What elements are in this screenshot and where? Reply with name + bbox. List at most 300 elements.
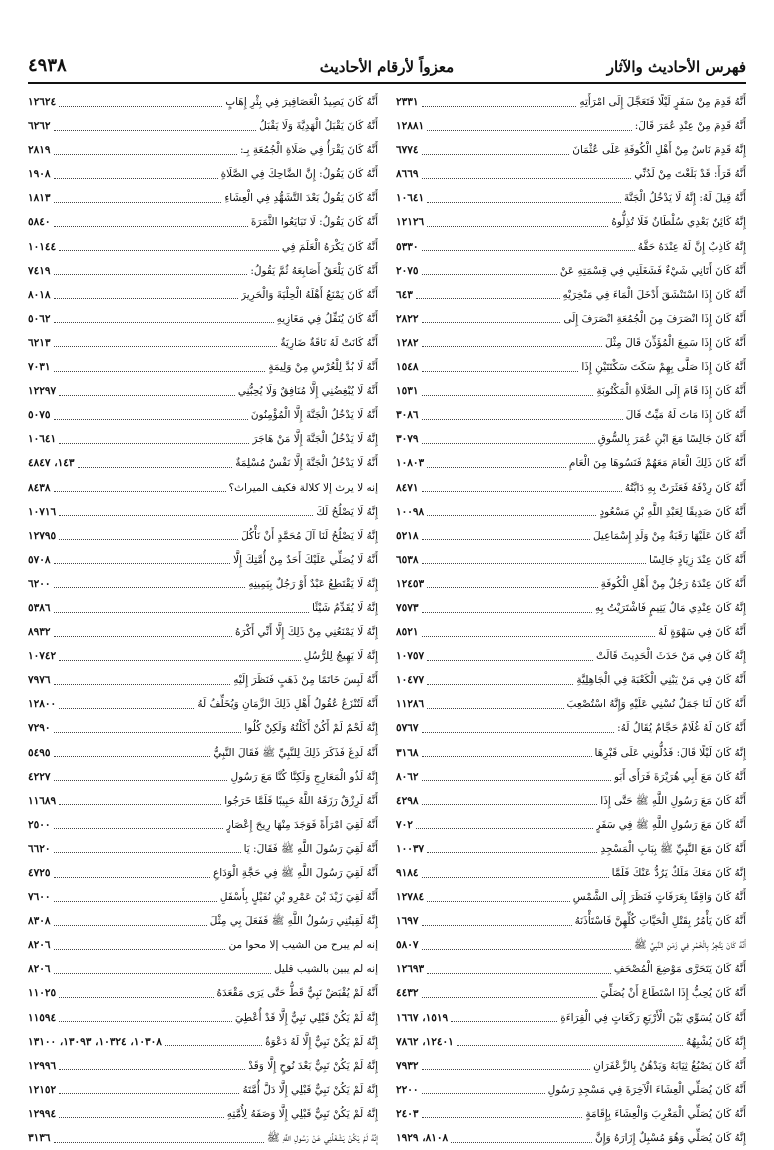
entry-text: إِنَّهُ كَائِنٌ بَعْدِي سُلْطَانٌ فَلَا تُذِلُّوهُ — [611, 216, 746, 229]
entry-ref-numbers: ٦٦٢٠ — [28, 842, 51, 855]
index-entry — [396, 355, 746, 379]
dot-leader — [54, 491, 226, 492]
dot-leader — [427, 708, 563, 709]
entry-ref-numbers: ١٠٦٤١ — [28, 433, 57, 446]
index-entry — [28, 1054, 378, 1078]
dot-leader — [59, 106, 222, 107]
index-entry — [28, 162, 378, 186]
entry-ref-numbers: ٣٠٨٦ — [396, 409, 419, 422]
entry-text: إِنَّهُ لَمْ يَكُنْ قَبْلِي نَبِيٌّ إِلَّا قَدْ أُعْطِيَ — [235, 1011, 378, 1024]
entry-text: أَنَّهُ كَانَ إِذَا مَاتَ لَهُ مَيِّتٌ قَالَ — [625, 409, 746, 422]
dot-leader — [422, 178, 632, 179]
entry-ref-numbers: ١٢٩٩٤ — [28, 1107, 57, 1120]
entry-ref-numbers: ١٢٨٢ — [396, 336, 419, 349]
index-entry — [396, 1078, 746, 1102]
dot-leader — [54, 419, 248, 420]
dot-leader — [422, 877, 609, 878]
index-entry — [28, 210, 378, 234]
index-entry — [28, 909, 378, 933]
index-entry — [396, 403, 746, 427]
index-entry — [28, 548, 378, 572]
entry-ref-numbers: ١٠٧٥٧ — [396, 650, 425, 663]
dot-leader — [451, 1142, 592, 1143]
index-entry — [28, 1006, 378, 1030]
entry-ref-numbers: ٤٢٩٨ — [396, 794, 419, 807]
dot-leader — [54, 346, 278, 347]
entry-text: إِنَّهُ لَقِيتُنِي رَسُولُ اللَّهِ ﷺ فَفَعَلَ بِي مِثْلَ — [209, 915, 378, 928]
entry-ref-numbers: ٧٦٠٠ — [28, 891, 51, 904]
index-entry — [28, 451, 378, 475]
dot-leader — [427, 202, 621, 203]
index-entry — [396, 837, 746, 861]
entry-ref-numbers: ٨١٠٨، ١٩٢٩ — [396, 1132, 449, 1145]
index-entry — [396, 668, 746, 692]
index-entry — [28, 957, 378, 981]
entry-text: أَنَّهُ لَا يَدْخُلُ الْجَنَّةَ إِلَّا نَفْسٌ مُسْلِمَةٌ — [235, 457, 378, 470]
dot-leader — [422, 1069, 591, 1070]
index-entry — [28, 692, 378, 716]
entry-text: إِنَّهُ لَا يَمْنَعُنِي مِنْ ذَلِكَ إِلَّا أَنِّي أَكْرَهُ — [234, 626, 378, 639]
dot-leader — [416, 298, 560, 299]
entry-text: إِنَّهُ لَا يُقَدِّمُ شَيْئًا — [311, 601, 378, 614]
index-entry — [396, 114, 746, 138]
dot-leader — [54, 202, 222, 203]
index-entry — [28, 813, 378, 837]
index-entry — [28, 1126, 378, 1150]
index-entry — [28, 765, 378, 789]
dot-leader — [54, 274, 248, 275]
entry-ref-numbers: ٦٧٧٤ — [396, 144, 419, 157]
entry-text: أَنَّهُ كَانَ لَنَا جَمَلٌ نُسْنِي عَلَيْهِ وَإِنَّهُ اسْتُصْعِبَ — [566, 698, 746, 711]
entry-ref-numbers: ٥٠٧٥ — [28, 409, 51, 422]
entry-text: أَنَّهُ لَا يُبْغِضُنِي إِلَّا مُنَافِقٌ وَلَا يُحِبُّنِي — [237, 385, 378, 398]
index-entry — [28, 235, 378, 259]
index-entry — [28, 331, 378, 355]
entry-text: إِنَّهُ لَا يَصْلُحُ لَنَا آلَ مُحَمَّدٍ أَنْ نَأْكُلَ — [241, 529, 378, 542]
dot-leader — [416, 828, 593, 829]
index-entry — [396, 1006, 746, 1030]
entry-text: أَنَّهُ كَانَ يَتَّجِرُ بِالْخَمْرِ فِي زَمَنِ النَّبِيِّ ﷺ — [633, 939, 746, 952]
entry-ref-numbers: ٨٦٦٩ — [396, 168, 419, 181]
index-entry — [28, 403, 378, 427]
dot-leader — [165, 1045, 262, 1046]
entry-ref-numbers: ١٢٨٨١ — [396, 120, 425, 133]
index-entry — [28, 355, 378, 379]
entry-ref-numbers: ١٩٠٨ — [28, 168, 51, 181]
entry-text: إِنَّهُ لَمْ يَكُنْ يَشْغَلُنِي عَنْ رَسُولِ اللَّهِ ﷺ — [267, 1132, 378, 1145]
dot-leader — [54, 756, 211, 757]
index-entry — [396, 331, 746, 355]
entry-text: أَنَّهُ كَانَ يُسَوِّي بَيْنَ الْأَرْبَعِ رَكَعَاتٍ فِي الْقِرَاءَةِ — [560, 1011, 746, 1024]
entry-text: أَنَّهُ كَانَ عِنْدَهُ رَجُلٌ مِنْ أَهْلِ الْكُوفَةِ — [600, 577, 746, 590]
index-entry — [396, 692, 746, 716]
index-entry — [396, 548, 746, 572]
index-entry — [28, 668, 378, 692]
dot-leader — [427, 587, 597, 588]
entry-ref-numbers: ١١٢٨٦ — [396, 698, 425, 711]
dot-leader — [422, 804, 598, 805]
dot-leader — [54, 612, 309, 613]
entry-ref-numbers: ١٦٩٧ — [396, 915, 419, 928]
dot-leader — [422, 949, 631, 950]
entry-text: أَنَّهُ لَبِسَ خَاتَمًا مِنْ ذَهَبٍ فَنَظَرَ إِلَيْهِ — [233, 674, 378, 687]
entry-text: أَنَّهُ لَقِيَ زَيْدَ بْنَ عَمْرِو بْنِ نُفَيْلٍ بِأَسْفَلِ — [219, 891, 378, 904]
dot-leader — [54, 732, 242, 733]
entry-text: أَنَّهُ كَانَ يَقْبَلُ الْهَدِيَّةَ وَلَا يَقْبَلُ — [259, 120, 378, 133]
index-entry — [396, 861, 746, 885]
dot-leader — [54, 636, 232, 637]
index-entry — [396, 644, 746, 668]
entry-text: أَنَّهُ كَانَ فِي سَهْوَةٍ لَهُ — [658, 626, 746, 639]
index-entry — [28, 596, 378, 620]
entry-text: أَنَّهُ كَانَ صَدِيقًا لِعَبْدِ اللَّهِ بْنِ مَسْعُودٍ — [599, 505, 746, 518]
entry-ref-numbers: ٥٧٠٨ — [28, 553, 51, 566]
entry-ref-numbers: ٧٩٣٢ — [396, 1059, 419, 1072]
dot-leader — [54, 154, 237, 155]
entry-text: أَنَّهُ كَانَ يَقُولُ: لَا تَبَايَعُوا الثَّمَرَةَ — [250, 216, 378, 229]
dot-leader — [427, 226, 608, 227]
dot-leader — [427, 973, 611, 974]
index-entry — [396, 162, 746, 186]
entry-ref-numbers: ١١٦٨٩ — [28, 794, 57, 807]
dot-leader — [422, 563, 646, 564]
index-entry — [396, 500, 746, 524]
index-entry — [396, 186, 746, 210]
index-entry — [396, 1102, 746, 1126]
dot-leader — [422, 1117, 583, 1118]
dot-leader — [422, 780, 611, 781]
entry-ref-numbers: ٥٢١٨ — [396, 529, 419, 542]
dot-leader — [427, 130, 632, 131]
dot-leader — [59, 1093, 239, 1094]
entry-text: أَنَّهُ كَانَ يُحِبُّ إِذَا اسْتَطَاعَ أَنْ يُصَلِّيَ — [600, 987, 746, 1000]
index-entry — [28, 476, 378, 500]
index-entry — [28, 524, 378, 548]
entry-ref-numbers: ٦٢١٣ — [28, 336, 51, 349]
dot-leader — [59, 1021, 232, 1022]
entry-ref-numbers: ١٠٠٩٨ — [396, 505, 425, 518]
entry-text: إِنَّهُ لَمْ يَكُنْ نَبِيٌّ قَبْلِي إِلَّا دَلَّ أُمَّتَهُ — [242, 1083, 378, 1096]
entry-ref-numbers: ١١٠٢٥ — [28, 987, 57, 1000]
index-entry — [396, 572, 746, 596]
index-entry — [396, 765, 746, 789]
index-entry — [28, 861, 378, 885]
entry-text: إِنَّهُ قَدِمَ نَاسٌ مِنْ أَهْلِ الْكُوفَةِ عَلَى عُثْمَانَ — [572, 144, 746, 157]
entry-ref-numbers: ١٢٧٩٥ — [28, 529, 57, 542]
index-entry — [28, 572, 378, 596]
entry-text: إِنَّهُ كَاذِبٌ إِنَّ لَهُ عِنْدَهُ حَقَّهُ — [637, 240, 746, 253]
entry-ref-numbers: ٨٢٠٦ — [28, 939, 51, 952]
dot-leader — [422, 539, 590, 540]
index-entry — [28, 500, 378, 524]
entry-text: أَنَّهُ كَانَ عَلَيْهَا رَقَبَةٌ مِنْ وَلَدِ إِسْمَاعِيلَ — [592, 529, 746, 542]
dot-leader — [59, 443, 249, 444]
entry-ref-numbers: ١٢٨٠٠ — [28, 698, 57, 711]
dot-leader — [54, 901, 217, 902]
dot-leader — [59, 1069, 245, 1070]
dot-leader — [54, 828, 223, 829]
entry-text: أَنَّهُ لَقِيَ رَسُولَ اللَّهِ ﷺ فَقَالَ: يَا — [243, 842, 378, 855]
entry-ref-numbers: ١٥٣١ — [396, 385, 419, 398]
dot-leader — [422, 346, 602, 347]
entry-text: أَنَّهُ كَانَ جَالِسًا مَعَ ابْنِ عُمَرَ بِالسُّوقِ — [597, 433, 746, 446]
index-entry — [396, 524, 746, 548]
dot-leader — [59, 1117, 224, 1118]
entry-text: أَنَّهُ قِيلَ لَهُ: إِنَّهُ لَا يَدْخُلُ الْجَنَّةَ — [623, 192, 746, 205]
dot-leader — [422, 274, 557, 275]
dot-leader — [54, 684, 231, 685]
entry-ref-numbers: ١٢٢٩٧ — [28, 385, 57, 398]
entry-ref-numbers: ١٠٧٤٢ — [28, 650, 57, 663]
dot-leader — [59, 395, 235, 396]
entry-text: أَنَّهُ لَرِزْقٌ رَزَقَهُ اللَّهُ حَبِيبًا فَلَمَّا خَرَجُوا — [224, 794, 378, 807]
entry-text: أَنَّهُ كَانَ إِذَا قَامَ إِلَى الصَّلَاةِ الْمَكْتُوبَةِ — [596, 385, 746, 398]
entry-text: إِنَّهُ كَانَ لَيْلًا قَالَ: فَدُلُّونِي عَلَى قَبْرِهَا — [594, 746, 746, 759]
index-entry — [28, 259, 378, 283]
entry-ref-numbers: ٥٤٩٥ — [28, 746, 51, 759]
entry-ref-numbers: ٦٥٣٨ — [396, 553, 419, 566]
entry-text: أَنَّهُ لَمْ يُقْبَضْ نَبِيٌّ قَطُّ حَتَّى يَرَى مَقْعَدَهُ — [216, 987, 378, 1000]
dot-leader — [422, 106, 577, 107]
entry-text: إِنَّهُ لَا يَهِيجُ لِلرُّسُلِ — [303, 650, 378, 663]
dot-leader — [59, 539, 238, 540]
entry-text: إِنَّهُ لَمْ يَكُنْ نَبِيٌّ بَعْدَ نُوحٍ إِلَّا وَقَدْ — [248, 1059, 378, 1072]
dot-leader — [78, 467, 233, 468]
index-entry — [28, 307, 378, 331]
dot-leader — [54, 226, 248, 227]
index-entry — [396, 909, 746, 933]
entry-ref-numbers: ٣١٣٦ — [28, 1132, 51, 1145]
index-entry — [28, 741, 378, 765]
index-entry — [396, 716, 746, 740]
entry-ref-numbers: ٨٤٧١ — [396, 481, 419, 494]
index-entry — [396, 235, 746, 259]
dot-leader — [59, 708, 194, 709]
dot-leader — [54, 949, 226, 950]
entry-ref-numbers: ٨٥٢١ — [396, 626, 419, 639]
entry-ref-numbers: ٥٨٠٧ — [396, 939, 419, 952]
dot-leader — [54, 371, 266, 372]
dot-leader — [422, 371, 579, 372]
entry-ref-numbers: ٦٢٦٢ — [28, 120, 51, 133]
entry-text: أَنَّهُ لَدِغَ فَذَكَرَ ذَلِكَ لِلنَّبِيِّ ﷺ فَقَالَ النَّبِيُّ — [213, 746, 378, 759]
entry-text: أَنَّهُ كَانَ أَتَانِي شَيْءٌ فَشَغَلَنِي فِي قِسْمَتِهِ عَنْ — [559, 264, 746, 277]
entry-text: أَنَّهُ قَرَأَ: قَدْ بَلَغْتَ مِنْ لَدُنِّي — [634, 168, 746, 181]
entry-text: إِنَّهُ لَا يَصْلُحُ لَكَ — [316, 505, 378, 518]
dot-leader — [427, 901, 570, 902]
dot-leader — [59, 997, 213, 998]
entry-text: أَنَّهُ كَانَ يَلْعَقُ أَصَابِعَهُ ثُمَّ يَقُولُ: — [250, 264, 378, 277]
entry-ref-numbers: ٧٢٩٠ — [28, 722, 51, 735]
index-entry — [396, 476, 746, 500]
entry-text: أَنَّهُ كَانَ يَتَحَرَّى مَوْضِعَ الْمُصْحَفِ — [613, 963, 746, 976]
index-entry — [28, 789, 378, 813]
index-entry — [396, 451, 746, 475]
index-columns — [28, 90, 746, 1150]
entry-text: إِنَّهُ لَحْمٌ لَمْ أَكُنْ أَكَلْتُهُ وَلَكِنْ كُلُوا — [244, 722, 378, 735]
entry-ref-numbers: ١٤٣، ٤٨٤٧ — [28, 457, 75, 470]
entry-text: إِنَّهُ لَمْ يَكُنْ نَبِيٌّ إِلَّا لَهُ دَعْوَةٌ — [265, 1035, 378, 1048]
dot-leader — [54, 1142, 264, 1143]
index-entry — [28, 620, 378, 644]
entry-text: أَنَّهُ كَانَ يَكْرَهُ الْعَلَمَ فِي — [281, 240, 378, 253]
dot-leader — [427, 684, 573, 685]
entry-ref-numbers: ٧٠٢ — [396, 818, 413, 831]
entry-text: إِنَّهُ لَا يَقْتَطِعُ عَبْدٌ أَوْ رَجُلٌ بِيَمِينِهِ — [248, 577, 378, 590]
entry-ref-numbers: ١٢٧٨٤ — [396, 891, 425, 904]
entry-text: أَنَّهُ كَانَتْ لَهُ نَاقَةٌ ضَارِيَةٌ — [280, 336, 378, 349]
dot-leader — [59, 515, 313, 516]
entry-ref-numbers: ٥٣٨٦ — [28, 601, 51, 614]
entry-text: أَنَّهُ كَانَ إِذَا انْصَرَفَ مِنَ الْجُمُعَةِ انْصَرَفَ إِلَى — [563, 312, 746, 325]
index-entry — [28, 283, 378, 307]
entry-text: إِنَّهُ كَانَ يُشْبِهُهُ — [686, 1035, 746, 1048]
entry-text: أَنَّهُ لَتُنْزَعُ عُقُولُ أَهْلِ ذَلِكَ الزَّمَانِ وَيُخَلِّفُ لَهُ — [197, 698, 378, 711]
entry-text: أَنَّهُ كَانَ مَعَ أَبِي هُرَيْرَةَ فَرَأَى أَبَو — [614, 770, 746, 783]
entry-ref-numbers: ٨٢٠٦ — [28, 963, 51, 976]
dot-leader — [59, 660, 300, 661]
index-entry — [396, 596, 746, 620]
dot-leader — [422, 925, 572, 926]
entry-ref-numbers: ٢٨١٩ — [28, 144, 51, 157]
entry-ref-numbers: ١٠٨٠٣ — [396, 457, 425, 470]
dot-leader — [422, 250, 635, 251]
header-rule — [28, 82, 746, 84]
entry-ref-numbers: ١٠٣٠٨، ١٠٣٢٤، ١٣٠٩٣، ١٣١٠٠ — [28, 1035, 162, 1048]
dot-leader — [54, 852, 241, 853]
entry-ref-numbers: ١٢١٢٦ — [396, 216, 425, 229]
index-entry — [28, 1030, 378, 1054]
entry-ref-numbers: ٦٤٣ — [396, 288, 413, 301]
dot-leader — [54, 298, 238, 299]
index-entry — [396, 1030, 746, 1054]
entry-text: إنه لم يبرح من الشيب إلا محوا من — [228, 939, 378, 952]
dot-leader — [427, 467, 566, 468]
dot-leader — [422, 491, 622, 492]
index-entry — [28, 427, 378, 451]
index-entry — [28, 1078, 378, 1102]
entry-text: إِنَّهُ كَانَ فِي مَنْ حَدَثَ الْحَدِيثَ قَالَتْ — [595, 650, 746, 663]
entry-ref-numbers: ٢٣٣١ — [396, 96, 419, 108]
entry-ref-numbers: ٧٥٧٣ — [396, 601, 419, 614]
entry-text: أَنَّهُ كَانَ يَمْنَعُ أَهْلَهُ الْحِلْيَةَ وَالْحَرِيرَ — [240, 288, 378, 301]
entry-text: أَنَّهُ كَانَ وَاقِفًا بِعَرَفَاتٍ فَنَظَرَ إِلَى الشَّمْسِ — [572, 891, 746, 904]
dot-leader — [422, 322, 561, 323]
dot-leader — [54, 178, 218, 179]
book-title: فهرس الأحاديث والآثار — [606, 58, 746, 76]
entry-ref-numbers: ١٢٦٩٣ — [396, 963, 425, 976]
entry-ref-numbers: ٢٠٧٥ — [396, 264, 419, 277]
entry-ref-numbers: ٥٠٦٢ — [28, 312, 51, 325]
index-entry — [396, 427, 746, 451]
dot-leader — [422, 154, 570, 155]
entry-text: إِنَّهُ لَا يَدْخُلُ الْجَنَّةَ إِلَّا مَنْ هَاجَرَ — [252, 433, 378, 446]
entry-ref-numbers: ٢٥٠٠ — [28, 818, 51, 831]
index-entry — [396, 1126, 746, 1150]
entry-text: أَنَّهُ كَانَ يَأْمُرُ بِقَتْلِ الْحَيَّاتِ كُلِّهِنَّ فَاسْتَأْذَنَهُ — [574, 915, 746, 928]
index-page — [28, 52, 746, 1150]
dot-leader — [427, 852, 597, 853]
entry-text: أَنَّهُ كَانَ إِذَا اسْتَنْشَقَ أَدْخَلَ الْمَاءَ فِي مَنْخِرَيْهِ — [562, 288, 746, 301]
dot-leader — [422, 395, 594, 396]
dot-leader — [54, 780, 228, 781]
page-number: ٤٩٣٨ — [28, 55, 67, 76]
dot-leader — [451, 1021, 557, 1022]
dot-leader — [54, 130, 257, 131]
entry-text: إِنَّهُ كَانَ عِنْدِي مَالٌ يَتِيمٍ فَاشْتَرَيْتُ بِهِ — [594, 601, 746, 614]
index-entry — [28, 379, 378, 403]
index-entry — [396, 138, 746, 162]
entry-ref-numbers: ٨٠١٨ — [28, 288, 51, 301]
entry-text: أَنَّهُ كَانَ مَعَ رَسُولِ اللَّهِ ﷺ حَتَّى إِذَا — [600, 794, 746, 807]
index-entry — [396, 283, 746, 307]
entry-ref-numbers: ٤٢٢٧ — [28, 770, 51, 783]
left-column — [28, 90, 378, 1150]
index-entry — [28, 114, 378, 138]
dot-leader — [54, 877, 210, 878]
entry-ref-numbers: ١٢٦٢٤ — [28, 96, 57, 108]
entry-ref-numbers: ١٥١٩، ١٦٦٧ — [396, 1011, 449, 1024]
index-entry — [396, 379, 746, 403]
dot-leader — [422, 756, 592, 757]
index-entry — [28, 186, 378, 210]
entry-text: أَنَّهُ كَانَ رِدْفَهُ فَعَثَرَتْ بِهِ دَابَّتُهُ — [624, 481, 746, 494]
dot-leader — [422, 997, 598, 998]
index-entry — [396, 885, 746, 909]
dot-leader — [54, 563, 231, 564]
entry-ref-numbers: ٤٧٢٥ — [28, 867, 51, 879]
entry-text: أَنَّهُ كَانَ لَهُ غُلَامٌ حَجَّامٌ يُقَالُ لَهُ: — [617, 722, 746, 735]
entry-text: أَنَّهُ كَانَ يَقُولُ بَعْدَ التَّشَهُّدِ فِي الْعِشَاءِ — [224, 192, 378, 205]
entry-ref-numbers: ٧٩٧٦ — [28, 674, 51, 687]
entry-ref-numbers: ٢٤٠٣ — [396, 1107, 419, 1120]
index-entry — [396, 259, 746, 283]
entry-ref-numbers: ١٥٤٨ — [396, 361, 419, 374]
entry-ref-numbers: ٢٢٠٠ — [396, 1083, 419, 1096]
entry-text: إنه لا يرث إلا كلالة فكيف الميراث؟ — [228, 481, 378, 494]
entry-text: إِنَّهُ لَذُو الْمَعَارِجِ وَلَكِنَّا كُنَّا مَعَ رَسُولِ — [230, 770, 378, 783]
entry-ref-numbers: ٦٢٠٠ — [28, 577, 51, 590]
dot-leader — [422, 419, 623, 420]
section-title: معزواً لأرقام الأحاديث — [319, 58, 455, 76]
entry-text: أَنَّهُ قَدِمَ مِنْ سَفَرٍ لَيْلًا فَتَعَجَّلَ إِلَى امْرَأَتِهِ — [579, 96, 746, 108]
dot-leader — [457, 1045, 683, 1046]
entry-ref-numbers: ١٠٠٣٧ — [396, 842, 425, 855]
entry-text: أَنَّهُ كَانَ يُنَفِّلُ فِي مَغَازِيهِ — [276, 312, 378, 325]
dot-leader — [59, 250, 279, 251]
entry-text: أَنَّهُ كَانَ مَعَ رَسُولِ اللَّهِ ﷺ فِي سَفَرٍ — [595, 818, 746, 831]
index-entry — [396, 620, 746, 644]
index-entry — [396, 933, 746, 957]
right-column — [396, 90, 746, 1150]
entry-ref-numbers: ١٨١٣ — [28, 192, 51, 205]
dot-leader — [422, 636, 656, 637]
dot-leader — [422, 443, 595, 444]
index-entry — [396, 741, 746, 765]
entry-ref-numbers: ٥٣٣٠ — [396, 240, 419, 253]
index-entry — [28, 837, 378, 861]
dot-leader — [54, 587, 246, 588]
entry-ref-numbers: ٧٤١٩ — [28, 264, 51, 277]
index-entry — [396, 90, 746, 114]
entry-text: أَنَّهُ لَقِيَ امْرَأَةً فَوَجَدَ مِنْهَا رِيحَ إِعْصَارٍ — [225, 818, 378, 831]
index-entry — [28, 981, 378, 1005]
entry-ref-numbers: ١٢٤٠١، ٧٨٦٢ — [396, 1035, 454, 1048]
dot-leader — [54, 973, 271, 974]
index-entry — [396, 813, 746, 837]
dot-leader — [422, 612, 592, 613]
entry-ref-numbers: ٨٤٣٨ — [28, 481, 51, 494]
